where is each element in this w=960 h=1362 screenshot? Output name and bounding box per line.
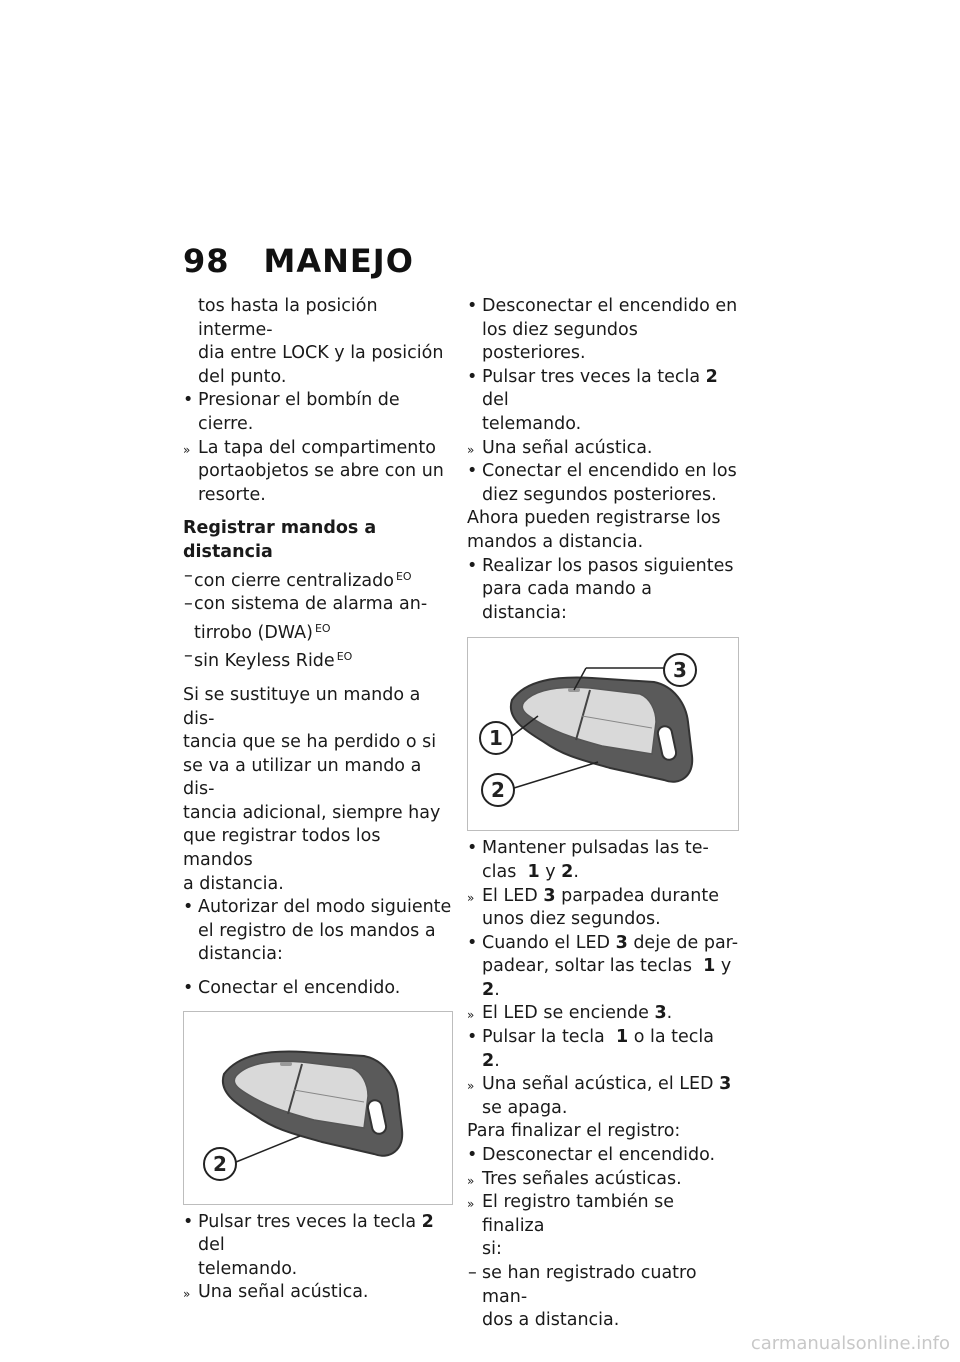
result-marker: » xyxy=(467,1079,475,1094)
led-ref: 3 xyxy=(615,932,628,953)
key-ref: 1 xyxy=(615,1027,629,1048)
key-ref: 2 xyxy=(561,861,574,882)
bullet-step: • Presionar el bombín de cierre. xyxy=(183,390,400,434)
page-header xyxy=(183,242,414,280)
led-ref: 3 xyxy=(543,885,556,906)
bullet-marker: • xyxy=(183,978,194,999)
dash-marker: – xyxy=(184,646,193,667)
key-ref: 2 xyxy=(482,1050,495,1071)
result-marker: » xyxy=(467,442,475,457)
section-heading: Registrar mandos a distancia xyxy=(183,518,377,562)
result-step: » El LED se enciende 3. xyxy=(467,1002,742,1026)
page-number: 98 xyxy=(183,242,230,280)
bullet-marker: • xyxy=(467,1145,478,1166)
bullet-marker: • xyxy=(467,838,478,859)
option-tag: EO xyxy=(336,650,353,664)
option-tag: EO xyxy=(314,621,331,635)
callout-label-1: 1 xyxy=(489,726,503,751)
key-ref: 1 xyxy=(703,956,716,977)
callout-line xyxy=(236,1136,300,1162)
remote-key-figure xyxy=(467,637,739,831)
bullet-step: • Conectar el encendido en los diez segundos posteriores. xyxy=(467,461,737,505)
condition-item: – con sistema de alarma an- tirrobo (DWA) $^{EO}$ xyxy=(184,594,428,643)
remote-key-figure xyxy=(183,1011,453,1205)
option-tag: EO xyxy=(395,569,412,583)
result-marker: » xyxy=(467,1008,475,1023)
callout-label-3: 3 xyxy=(673,658,687,683)
bullet-marker: • xyxy=(467,555,478,576)
result-marker: » xyxy=(467,1197,475,1212)
callout-label-2: 2 xyxy=(213,1151,227,1176)
result-step: » El LED 3 parpadea durante unos diez segundos. xyxy=(467,885,719,930)
bullet-marker: • xyxy=(467,461,478,482)
bullet-step: • Realizar los pasos siguientes para cada mando a distancia: xyxy=(467,555,734,623)
callout-line xyxy=(514,762,598,788)
bullet-step: • Desconectar el encendido en los diez segundos posteriores. xyxy=(467,296,738,364)
result-step: » La tapa del compartimento portaobjetos se abre con un resorte. xyxy=(183,437,444,505)
key-ref: 1 xyxy=(527,861,540,882)
key-fob-shape xyxy=(511,678,692,782)
result-step: » Una señal acústica, el LED 3 se apaga. xyxy=(467,1074,732,1118)
result-marker: » xyxy=(467,1173,475,1188)
result-step: » Una señal acústica. xyxy=(467,437,742,461)
continued-step: tos hasta la posición interme- dia entre LOCK y la posición del punto. xyxy=(198,296,444,387)
condition-item: – con cierre centralizado $^{EO}$ xyxy=(184,565,412,591)
result-marker: » xyxy=(183,442,191,457)
bullet-marker: • xyxy=(183,390,194,411)
remote-key-illustration xyxy=(468,638,738,830)
result-marker: » xyxy=(467,890,475,905)
bullet-step: • Autorizar del modo siguiente el registro de los mandos a distancia: xyxy=(183,897,452,965)
right-column xyxy=(467,295,742,1333)
bullet-step: • Pulsar tres veces la tecla 2 del telemando. xyxy=(183,1211,434,1279)
key-ref: 2 xyxy=(705,366,718,387)
bullet-step: • Pulsar la tecla 1 o la tecla 2. xyxy=(467,1027,714,1071)
paragraph: Para finalizar el registro: xyxy=(467,1121,681,1142)
bullet-marker: • xyxy=(467,932,478,953)
bullet-step: • Mantener pulsadas las te- clas 1 y 2. xyxy=(467,838,709,882)
key-ref: 2 xyxy=(482,979,495,1000)
paragraph: Ahora pueden registrarse los mandos a distancia. xyxy=(467,508,721,552)
condition-item: – sin Keyless Ride $^{EO}$ xyxy=(184,646,353,672)
bullet-marker: • xyxy=(467,296,478,316)
result-step: » Tres señales acústicas. xyxy=(467,1168,742,1192)
led-ref: 3 xyxy=(654,1003,667,1024)
dash-marker: – xyxy=(468,1263,477,1283)
key-ref: 2 xyxy=(421,1211,434,1232)
dash-marker: – xyxy=(184,565,193,586)
key-fob-shape xyxy=(223,1051,402,1155)
condition-item: – se han registrado cuatro man- dos a distancia. xyxy=(468,1263,697,1331)
dash-marker: – xyxy=(184,594,193,615)
left-column xyxy=(183,295,453,1305)
bullet-step: • Pulsar tres veces la tecla 2 del telemando. xyxy=(467,366,718,434)
remote-key-illustration xyxy=(184,1012,452,1204)
section-title: MANEJO xyxy=(263,242,414,280)
paragraph: Si se sustituye un mando a dis- tancia que se ha perdido o si se va a utilizar un mando a dis- tancia adicional, siempre hay que registrar todos los mandos a distancia. xyxy=(183,684,441,894)
bullet-marker: • xyxy=(467,366,478,387)
led-ref: 3 xyxy=(719,1074,732,1095)
result-step: » El registro también se finaliza si: xyxy=(467,1192,674,1260)
watermark: carmanualsonline.info xyxy=(750,1333,950,1354)
bullet-step: • Cuando el LED 3 deje de par- padear, soltar las teclas 1 y 2. xyxy=(467,932,739,1000)
bullet-step: • Conectar el encendido. xyxy=(183,977,453,1001)
bullet-marker: • xyxy=(183,1211,194,1232)
result-marker: » xyxy=(183,1287,191,1302)
bullet-marker: • xyxy=(467,1027,478,1048)
bullet-marker: • xyxy=(183,897,194,918)
result-step: » Una señal acústica. xyxy=(183,1281,453,1305)
bullet-step: • Desconectar el encendido. xyxy=(467,1144,742,1168)
callout-label-2: 2 xyxy=(491,778,505,803)
